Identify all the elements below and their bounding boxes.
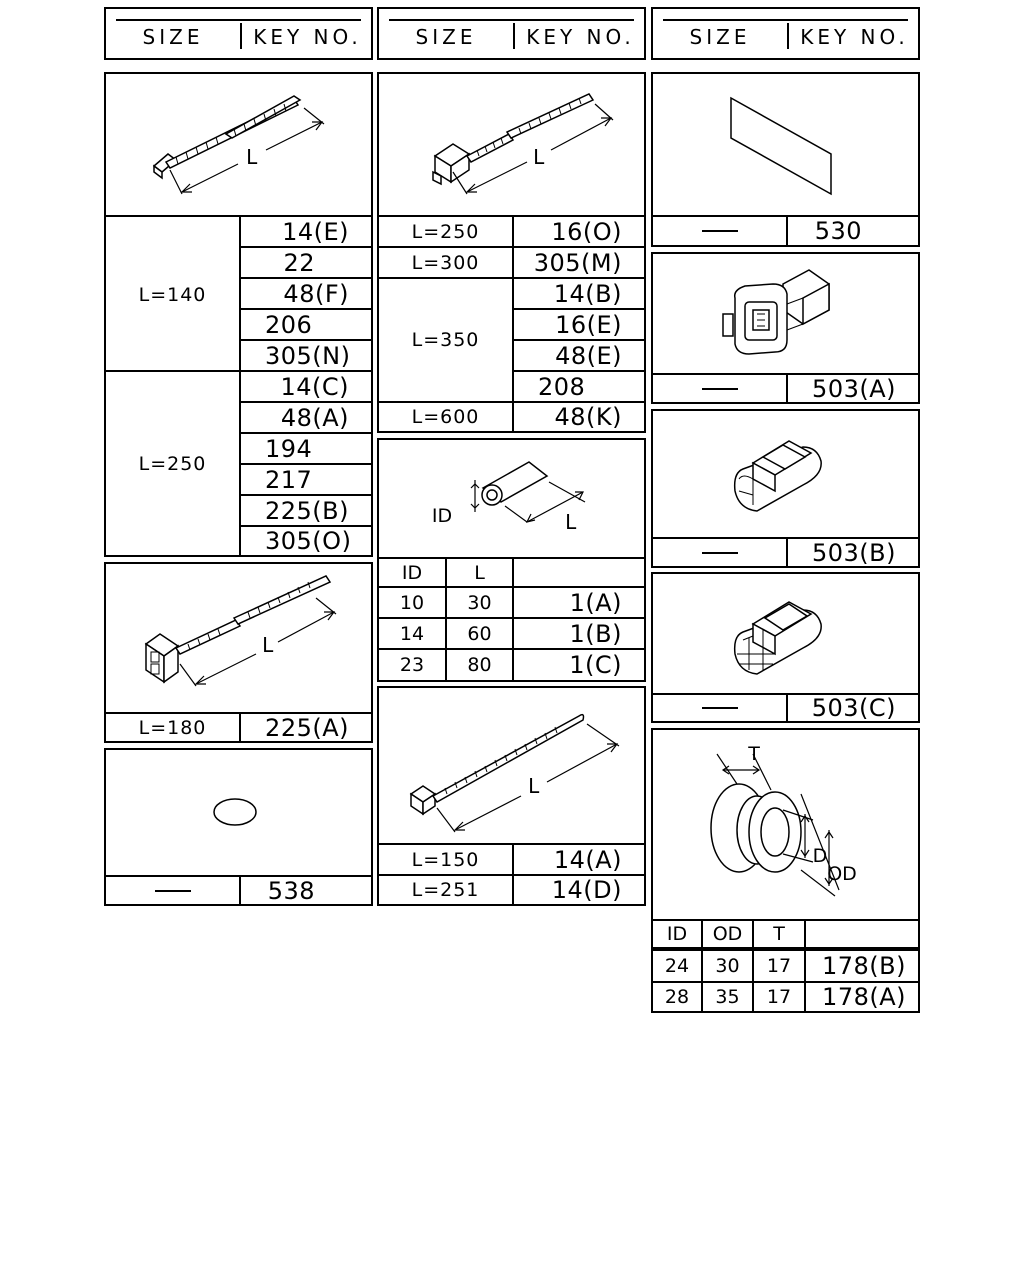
key-cell: 22 — [283, 248, 315, 277]
cable-tie-d-panel — [377, 686, 646, 906]
grommet-header-id: ID — [666, 923, 688, 945]
key-cell: 1(B) — [569, 619, 622, 648]
grommet-t: 17 — [766, 986, 792, 1008]
key-cell: 225(B) — [265, 496, 349, 525]
size-cell: L=140 — [138, 283, 207, 306]
key-cell: 208 — [538, 372, 586, 401]
key-cell: 48(K) — [554, 403, 622, 431]
key-cell: 194 — [265, 434, 313, 463]
dim-label-ID: ID — [431, 505, 453, 527]
header-key-label: KEY NO. — [800, 25, 909, 49]
size-dash — [653, 539, 786, 566]
grommet-illustration — [653, 730, 918, 920]
tube-header-id: ID — [401, 561, 423, 584]
connector-illustration — [653, 254, 918, 374]
size-cell: L=150 — [411, 848, 480, 871]
tube-illustration — [379, 440, 644, 558]
grommet-od: 35 — [715, 986, 740, 1008]
key-cell: 1(C) — [569, 651, 622, 679]
tube-header-key — [514, 559, 644, 586]
sheet-illustration — [653, 74, 918, 216]
key-cell: 178(A) — [822, 983, 906, 1011]
key-cell: 305(M) — [533, 248, 622, 277]
key-cell: 538 — [267, 876, 315, 905]
dim-label-L: L — [533, 145, 545, 169]
cable-tie-a-panel — [104, 72, 373, 557]
key-cell: 503(C) — [811, 694, 896, 722]
sheet-panel — [651, 72, 920, 247]
cable-tie-c-panel — [377, 72, 646, 433]
key-cell: 14(A) — [553, 845, 622, 874]
key-cell: 14(B) — [553, 279, 622, 308]
size-cell: L=250 — [411, 220, 480, 243]
plug-b-illustration — [653, 411, 918, 537]
key-cell: 503(A) — [812, 374, 896, 403]
tube-l: 80 — [467, 654, 492, 676]
tube-l: 30 — [467, 591, 492, 614]
grommet-id: 28 — [664, 986, 690, 1008]
size-cell: L=350 — [411, 329, 480, 351]
tube-id: 10 — [399, 591, 425, 614]
header-size-label: SIZE — [142, 25, 204, 49]
key-cell: 305(N) — [265, 341, 351, 370]
tube-id: 14 — [399, 622, 425, 645]
key-cell: 217 — [265, 465, 313, 494]
dim-label-T: T — [748, 743, 760, 765]
cable-tie-a-illustration — [106, 74, 371, 216]
key-cell: 48(A) — [280, 403, 349, 432]
header-col1 — [104, 7, 373, 60]
header-col2 — [377, 7, 646, 60]
size-cell: L=300 — [411, 251, 480, 274]
key-cell: 305(O) — [265, 527, 352, 555]
size-cell: L=600 — [411, 406, 480, 428]
key-cell: 14(C) — [280, 372, 349, 401]
tube-l: 60 — [467, 622, 492, 645]
size-dash — [653, 375, 786, 402]
cable-tie-b-panel — [104, 562, 373, 743]
size-dash — [653, 695, 786, 721]
header-size-label: SIZE — [415, 25, 477, 49]
cable-tie-d-illustration — [379, 688, 644, 844]
grommet-panel — [651, 728, 920, 1013]
key-cell: 14(D) — [551, 876, 622, 904]
header-key-label: KEY NO. — [526, 25, 635, 49]
plug-c-panel — [651, 572, 920, 723]
size-dash — [653, 217, 786, 245]
grommet-od: 30 — [715, 955, 740, 977]
size-cell: L=251 — [411, 879, 480, 901]
tube-header-l: L — [474, 561, 485, 584]
grommet-header-od: OD — [712, 923, 743, 945]
oval-label-panel — [104, 748, 373, 906]
key-cell: 16(E) — [555, 310, 622, 339]
dim-label-L: L — [565, 510, 577, 534]
cable-tie-b-illustration — [106, 564, 371, 714]
cable-tie-c-illustration — [379, 74, 644, 216]
grommet-header-key — [806, 921, 918, 947]
size-dash — [106, 877, 239, 904]
plug-b-panel — [651, 409, 920, 568]
header-size-label: SIZE — [689, 25, 751, 49]
oval-label-illustration — [106, 750, 371, 875]
key-cell: 1(A) — [569, 588, 622, 617]
key-cell: 14(E) — [282, 217, 349, 246]
plug-c-illustration — [653, 574, 918, 694]
dim-label-L: L — [246, 145, 258, 169]
key-cell: 178(B) — [822, 952, 906, 980]
size-cell: L=250 — [138, 452, 207, 475]
size-cell: L=180 — [138, 716, 207, 739]
header-col3 — [651, 7, 920, 60]
key-cell: 16(O) — [551, 217, 622, 246]
dim-label-L: L — [528, 774, 540, 798]
connector-panel — [651, 252, 920, 404]
key-cell: 48(F) — [283, 279, 349, 308]
tube-panel — [377, 438, 646, 682]
grommet-id: 24 — [664, 955, 690, 977]
key-cell: 206 — [265, 310, 313, 339]
key-cell: 530 — [814, 217, 862, 245]
grommet-t: 17 — [766, 955, 792, 977]
header-key-label: KEY NO. — [253, 25, 362, 49]
key-cell: 48(E) — [555, 341, 622, 370]
dim-label-OD: OD — [827, 863, 857, 885]
key-cell: 225(A) — [265, 713, 349, 742]
key-cell: 503(B) — [812, 538, 896, 567]
grommet-header-t: T — [773, 923, 785, 945]
dim-label-L: L — [262, 633, 274, 657]
dim-label-D: D — [812, 845, 828, 867]
tube-id: 23 — [399, 654, 425, 676]
